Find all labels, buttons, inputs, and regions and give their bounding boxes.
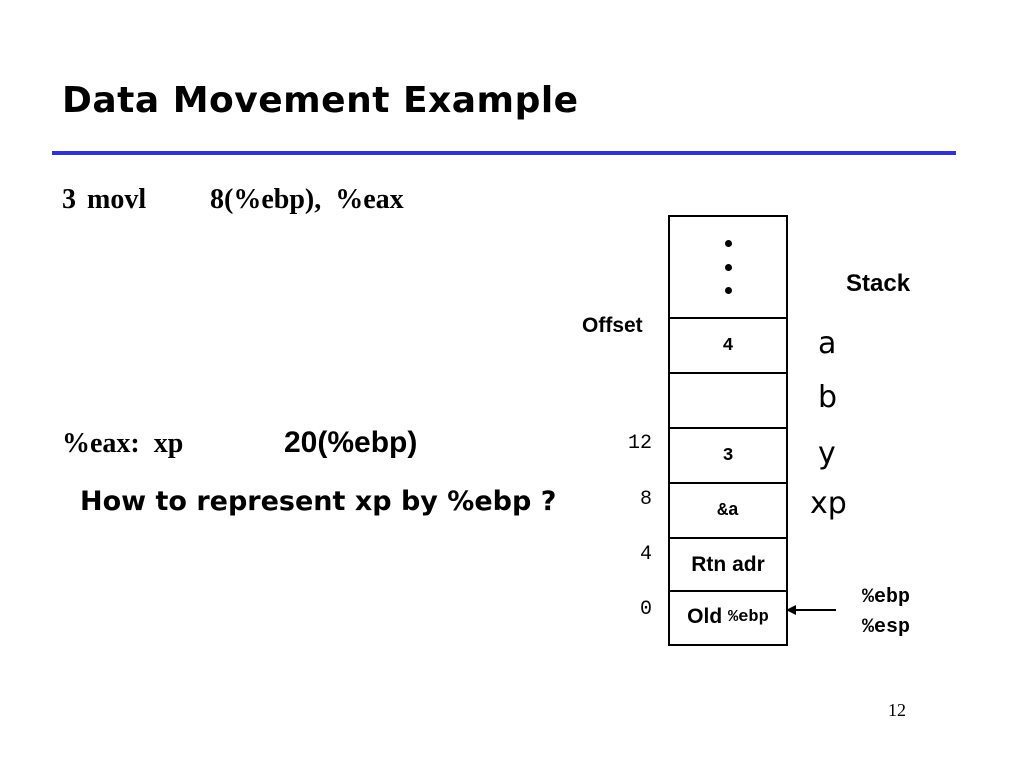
stack-cell-return-address bbox=[670, 537, 786, 590]
ebp-expression: 20(%ebp) bbox=[284, 426, 418, 459]
dot bbox=[725, 240, 732, 247]
cell-content: &a bbox=[717, 500, 739, 521]
offset-header: Offset bbox=[582, 314, 643, 337]
dot bbox=[725, 287, 732, 294]
stack-diagram bbox=[668, 215, 788, 646]
instruction-operands: 8(%ebp), %eax bbox=[210, 184, 404, 215]
cell-content-prefix: Old bbox=[687, 605, 729, 628]
ellipsis-dots bbox=[670, 217, 786, 317]
register-esp-label: %esp bbox=[862, 616, 911, 639]
eax-value-label: %eax: xp bbox=[62, 428, 184, 459]
offset-4: 4 bbox=[639, 543, 652, 566]
title-divider bbox=[52, 151, 956, 155]
question-text: How to represent xp by %ebp ? bbox=[80, 486, 557, 517]
stack-cell-y bbox=[670, 427, 786, 482]
dot bbox=[725, 264, 732, 271]
cell-content: 4 bbox=[722, 335, 734, 356]
variable-label-b: b bbox=[818, 380, 838, 415]
stack-cell-old-ebp bbox=[670, 590, 786, 642]
cell-content: Rtn adr bbox=[691, 552, 765, 576]
variable-label-a: a bbox=[818, 326, 837, 361]
instruction-number: 3 bbox=[62, 184, 76, 215]
cell-content: 3 bbox=[722, 445, 734, 466]
offset-12: 12 bbox=[627, 432, 652, 455]
instruction-opcode: movl bbox=[87, 184, 147, 215]
offset-8: 8 bbox=[639, 488, 652, 511]
offset-0: 0 bbox=[639, 598, 652, 621]
pointer-arrow bbox=[784, 600, 838, 620]
stack-cell-xp bbox=[670, 482, 786, 537]
cell-content-register: %ebp bbox=[728, 607, 769, 627]
page-number: 12 bbox=[888, 700, 906, 720]
stack-label: Stack bbox=[846, 270, 911, 297]
variable-label-y: y bbox=[818, 436, 836, 471]
stack-cell-b bbox=[670, 372, 786, 427]
register-ebp-label: %ebp bbox=[862, 586, 911, 609]
stack-cell-a bbox=[670, 317, 786, 372]
variable-label-xp: xp bbox=[810, 486, 847, 521]
slide-title: Data Movement Example bbox=[62, 80, 579, 121]
